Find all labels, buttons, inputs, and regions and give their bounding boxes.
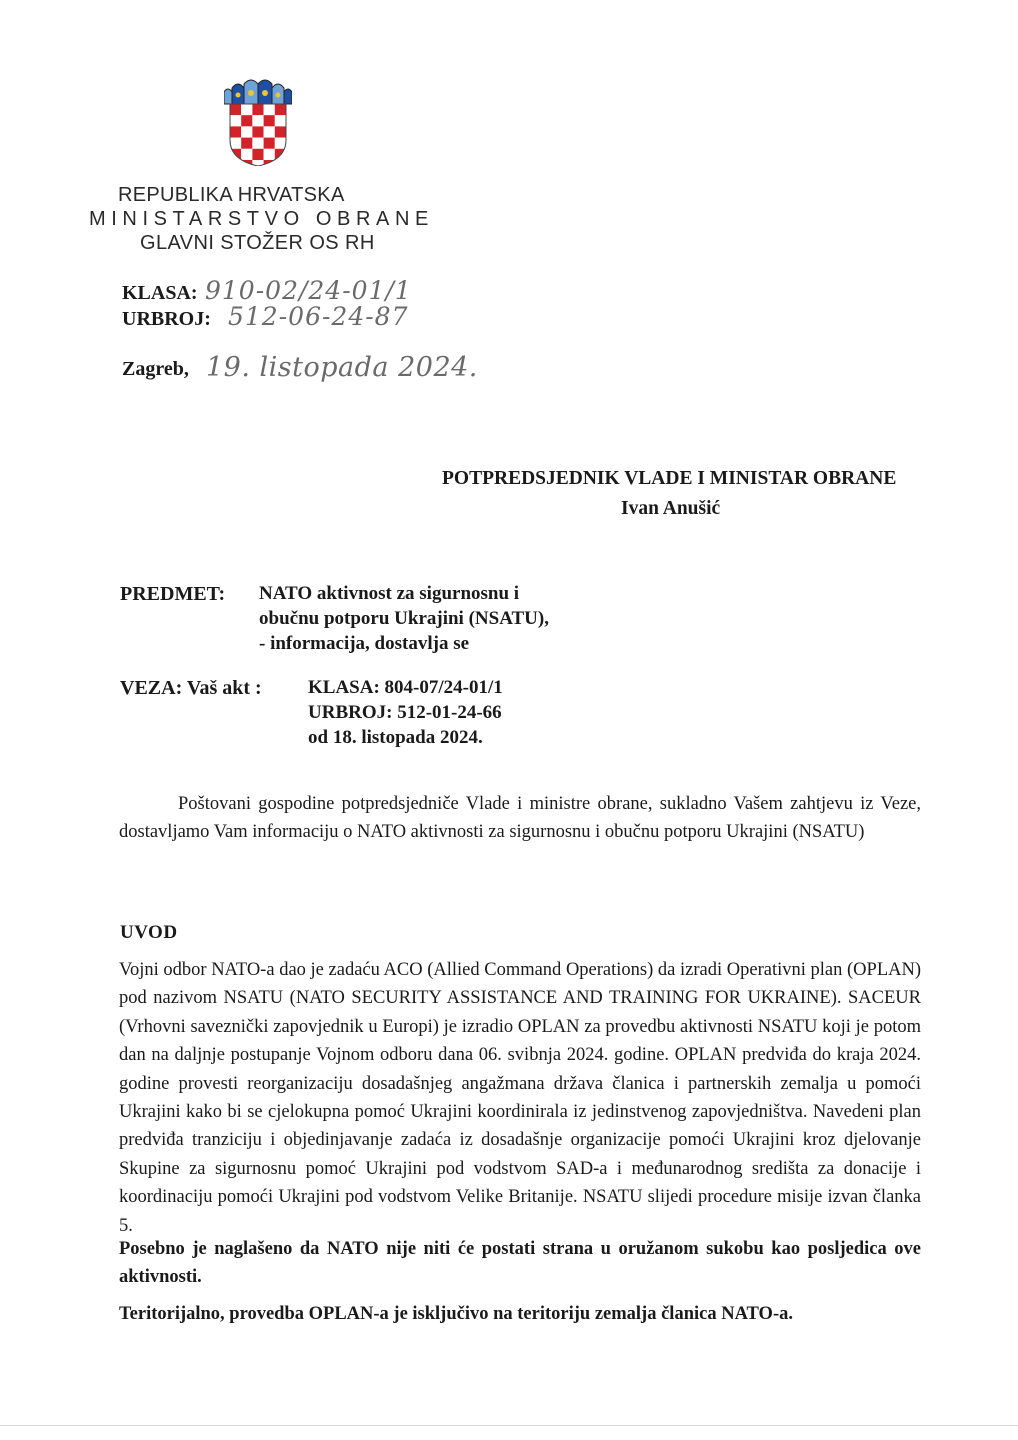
- recipient-name: Ivan Anušić: [621, 498, 721, 519]
- emphasis-paragraph-territorial: Teritorijalno, provedba OPLAN-a je isključivo na teritoriju zemalja članica NATO-a.: [119, 1304, 793, 1324]
- reference-line: od 18. listopada 2024.: [308, 727, 483, 748]
- place-label: Zagreb,: [122, 358, 189, 380]
- section-heading-uvod: UVOD: [120, 922, 178, 943]
- institution-line-republic: REPUBLIKA HRVATSKA: [118, 184, 345, 206]
- subject-line: obučnu potporu Ukrajini (NSATU),: [259, 608, 549, 629]
- uvod-paragraph: Vojni odbor NATO-a dao je zadaću ACO (Allied Command Operations) da izradi Operativni plan (OPLAN) pod nazivom NSATU (NATO SECURITY ASSISTANCE AND TRAINING FOR UKRAINE). SACEUR (Vrhovni saveznički zapovjednik u Europi) je izradio OPLAN za provedbu aktivnosti NSATU koji je potom dan na daljnje postupanje Vojnom odboru dana 06. svibnja 2024. godine. OPLAN predviđa do kraja 2024. godine provesti reorganizaciju dosadašnjeg angažmana država članica i partnerskih zemalja u pomoći Ukrajini kako bi se cjelokupna pomoć Ukrajini koordinirala iz jedinstvenog zapovjedništva. Navedeni plan predviđa tranziciju i objedinjavanje zadaća iz dosadašnje organizacije pomoći Ukrajini kroz djelovanje Skupine za sigurnosnu pomoć Ukrajini pod vodstvom SAD-a i međunarodnog središta za donacije i koordinaciju pomoći Ukrajini pod vodstvom Velike Britanije. NSATU slijedi procedure misije izvan članka 5.: [119, 960, 921, 1236]
- urbroj-label: URBROJ:: [122, 308, 211, 330]
- institution-line-general-staff: GLAVNI STOŽER OS RH: [140, 232, 375, 254]
- reference-line: KLASA: 804-07/24-01/1: [308, 677, 503, 698]
- emphasis-paragraph-not-party: Posebno je naglašeno da NATO nije niti će postati strana u oružanom sukobu kao posljedica ove aktivnosti.: [119, 1239, 921, 1288]
- intro-paragraph: Poštovani gospodine potpredsjedniče Vlade i ministre obrane, sukladno Vašem zahtjevu iz Veze, dostavljamo Vam informaciju o NATO aktivnosti za sigurnosnu i obučnu potporu Ukrajini (NSATU): [119, 794, 921, 843]
- reference-label: VEZA: Vaš akt :: [120, 677, 262, 699]
- recipient-title: POTPREDSJEDNIK VLADE I MINISTAR OBRANE: [442, 468, 897, 489]
- subject-line: - informacija, dostavlja se: [259, 633, 470, 654]
- reference-line: URBROJ: 512-01-24-66: [308, 702, 502, 723]
- subject-line: NATO aktivnost za sigurnosnu i: [259, 583, 520, 604]
- page-bottom-edge: [0, 1425, 1018, 1426]
- date-handwritten-value: 19. listopada 2024.: [206, 352, 478, 383]
- klasa-handwritten-value: 910-02/24-01/1: [205, 276, 412, 305]
- coat-of-arms-icon: [224, 74, 292, 166]
- klasa-label: KLASA:: [122, 282, 198, 304]
- urbroj-handwritten-value: 512-06-24-87: [228, 302, 409, 331]
- institution-line-ministry: MINISTARSTVO OBRANE: [89, 208, 434, 230]
- subject-label: PREDMET:: [120, 583, 226, 605]
